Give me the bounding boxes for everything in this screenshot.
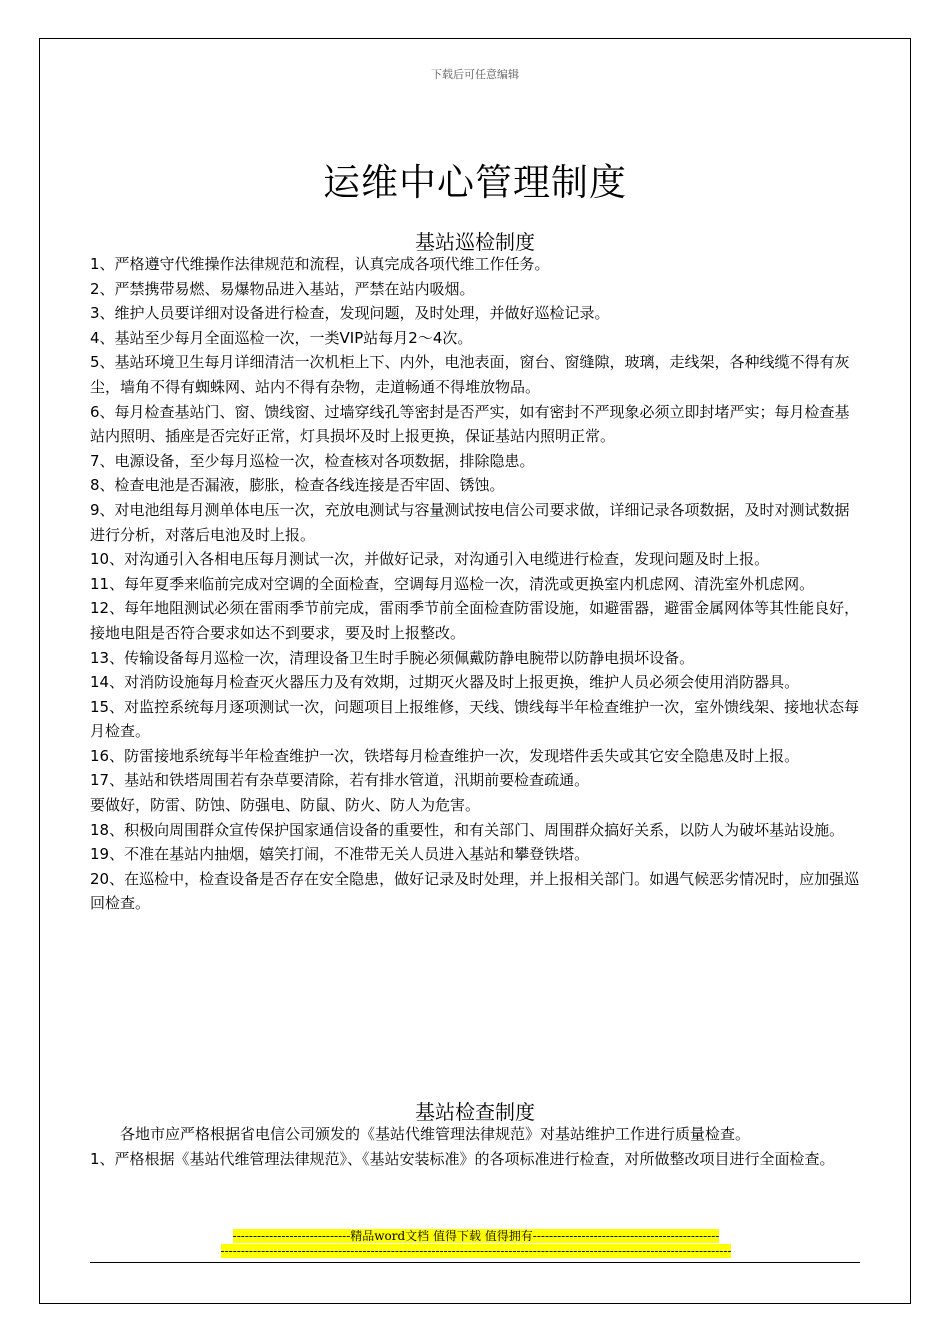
- list-item: 8、检查电池是否漏液，膨胀，检查各线连接是否牢固、锈蚀。: [90, 476, 505, 495]
- list-item: 5、基站环境卫生每月详细清洁一次机柜上下、内外，电池表面，窗台、窗缝隙，玻璃，走线架，各种线缆不得有灰尘，墙角不得有蜘蛛网、站内不得有杂物，走道畅通不得堆放物品。: [90, 353, 850, 396]
- list-item: 2、严禁携带易燃、易爆物品进入基站，严禁在站内吸烟。: [90, 279, 475, 298]
- list-item: 3、维护人员要详细对设备进行检查，发现问题，及时处理，并做好巡检记录。: [90, 304, 610, 323]
- list-item: 16、防雷接地系统每半年检查维护一次，铁塔每月检查维护一次，发现塔件丢失或其它安全隐患及时上报。: [90, 746, 800, 765]
- list-item: 要做好，防雷、防蚀、防强电、防鼠、防火、防人为危害。: [90, 796, 481, 815]
- list-item: 12、每年地阻测试必须在雷雨季节前完成，雷雨季节前全面检查防雷设施，如避雷器，避雷金属网体等其性能良好，接地电阻是否符合要求如达不到要求，要及时上报整改。: [90, 599, 860, 642]
- list-item: 11、每年夏季来临前完成对空调的全面检查，空调每月巡检一次，清洗或更换室内机虑网、清洗室外机虑网。: [90, 574, 815, 593]
- list-item: 13、传输设备每月巡检一次，清理设备卫生时手腕必须佩戴防静电腕带以防静电损坏设备。: [90, 648, 695, 667]
- page-title: 运维中心管理制度: [323, 161, 627, 204]
- check-intro-paragraph: 各地市应严格根据省电信公司颁发的《基站代维管理法律规范》对基站维护工作进行质量检查。: [120, 1125, 751, 1143]
- list-item: 1、严格根据《基站代维管理法律规范》、《基站安装标准》的各项标准进行检查，对所做整改项目进行全面检查。: [90, 1150, 835, 1168]
- footer-banner: [176, 1229, 776, 1259]
- list-item: 10、对沟通引入各相电压每月测试一次，并做好记录，对沟通引入电缆进行检查，发现问题及时上报。: [90, 550, 770, 569]
- list-item: 1、严格遵守代维操作法律规范和流程，认真完成各项代维工作任务。: [90, 255, 550, 273]
- list-item: 20、在巡检中，检查设备是否存在安全隐患，做好记录及时处理，并上报相关部门。如遇气候恶劣情况时，应加强巡回检查。: [90, 869, 860, 913]
- check-rules-list: [90, 1147, 862, 1172]
- list-item: 7、电源设备，至少每月巡检一次，检查核对各项数据，排除隐患。: [90, 451, 535, 470]
- footer-divider: [90, 1262, 860, 1263]
- list-item: 15、对监控系统每月逐项测试一次，问题项目上报维修，天线、馈线每半年检查维护一次，室外馈线架、接地状态每月检查。: [90, 697, 860, 741]
- list-item: 17、基站和铁塔周围若有杂草要清除，若有排水管道，汛期前要检查疏通。: [90, 771, 590, 790]
- list-item: 4、基站至少每月全面巡检一次，一类VIP站每月2～4次。: [90, 328, 473, 347]
- section-title-inspection: 基站巡检制度: [415, 230, 535, 254]
- header-note: 下载后可任意编辑: [431, 68, 519, 81]
- list-item: 14、对消防设施每月检查灭火器压力及有效期，过期灭火器及时上报更换，维护人员必须会使用消防器具。: [90, 673, 800, 692]
- inspection-rules-list: [90, 252, 862, 916]
- list-item: 19、不准在基站内抽烟，嬉笑打闹，不准带无关人员进入基站和攀登铁塔。: [90, 845, 590, 864]
- list-item: 6、每月检查基站门、窗、馈线窗、过墙穿线孔等密封是否严实，如有密封不严现象必须立即封堵严实；每月检查基站内照明、插座是否完好正常，灯具损坏及时上报更换，保证基站内照明正常。: [90, 402, 850, 446]
- section-title-check: 基站检查制度: [415, 1100, 535, 1124]
- footer-banner-line-1: -----------------------------精品word文档 值得下载 值得拥有----------------------------------------------: [232, 1229, 720, 1243]
- footer-banner-line-2: ------------------------------------------------------------------------------------------------------------------------------: [220, 1244, 732, 1258]
- list-item: 18、积极向周围群众宣传保护国家通信设备的重要性，和有关部门、周围群众搞好关系，以防人为破坏基站设施。: [90, 820, 845, 839]
- list-item: 9、对电池组每月测单体电压一次，充放电测试与容量测试按电信公司要求做，详细记录各项数据，及时对测试数据进行分析，对落后电池及时上报。: [90, 500, 850, 544]
